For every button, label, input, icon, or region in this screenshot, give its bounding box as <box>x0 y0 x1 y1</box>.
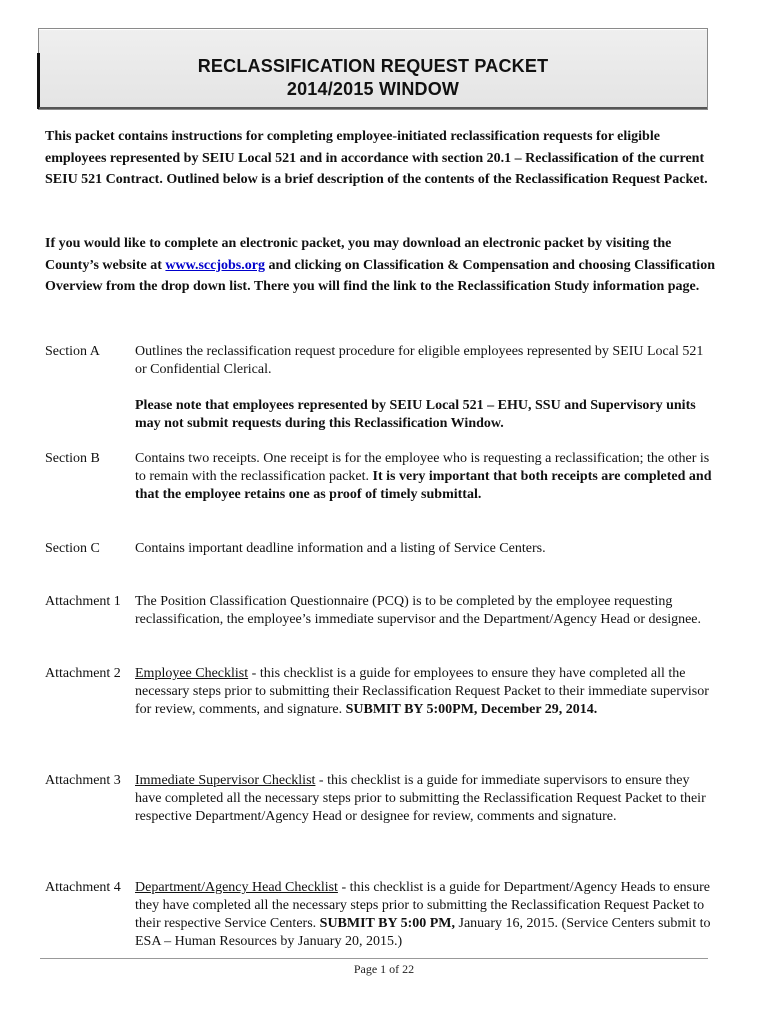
intro-p2-after: and clicking on Classification & Compensation and choosing Classification Overview from the drop down list. There you will find the link to the Reclassification Study information page. <box>45 257 715 294</box>
attachment-3-label: Attachment 3 <box>45 773 121 788</box>
document-subtitle: 2014/2015 WINDOW <box>286 79 460 99</box>
footer-rule <box>40 958 708 959</box>
page-number: Page 1 of 22 <box>353 962 415 976</box>
section-b-text <box>135 450 715 504</box>
attachment-3-body: - this checklist is a guide for immediate supervisors to ensure they have completed all the necessary steps prior to submitting the Reclassification Request Packet to their respective Department/Agency Head or designee for review, comments and signature. <box>135 773 706 824</box>
section-b-emphasis: It is very important that both receipts are completed and that the employee retains one as proof of timely submittal. <box>135 469 712 502</box>
attachment-4-label: Attachment 4 <box>45 880 121 895</box>
attachment-1-text: The Position Classification Questionnaire (PCQ) is to be completed by the employee requesting reclassification, the employee’s immediate supervisor and the Department/Agency Head or designee. <box>135 594 702 627</box>
section-a-label: Section A <box>45 344 100 359</box>
attachment-2-deadline: SUBMIT BY 5:00PM, December 29, 2014. <box>345 702 598 717</box>
intro-paragraph-2 <box>45 233 715 298</box>
attachment-4-deadline: SUBMIT BY 5:00 PM, <box>319 916 455 931</box>
section-a-text: Outlines the reclassification request procedure for eligible employees represented by SEIU Local 521 or Confidential Clerical. <box>135 344 704 377</box>
document-title: RECLASSIFICATION REQUEST PACKET <box>197 56 549 76</box>
sccjobs-link[interactable]: www.sccjobs.org <box>165 257 265 273</box>
section-a-note-text: Please note that employees represented by SEIU Local 521 – EHU, SSU and Supervisory units may not submit requests during this Reclassification Window. <box>135 398 696 431</box>
attachment-2-body: - this checklist is a guide for employees to ensure they have completed all the necessary steps prior to submitting their Reclassification Request Packet to their immediate supervisor for review, comments, and signature. <box>135 666 709 717</box>
section-c-label: Section C <box>45 541 100 556</box>
attachment-1-label: Attachment 1 <box>45 594 121 609</box>
employee-checklist-title: Employee Checklist <box>135 666 249 681</box>
dept-head-checklist-title: Department/Agency Head Checklist <box>135 880 338 895</box>
attachment-2-label: Attachment 2 <box>45 666 121 681</box>
intro-paragraph-1: This packet contains instructions for completing employee-initiated reclassification requests for eligible employees represented by SEIU Local 521 and in accordance with section 20.1 – Reclassification of the current SEIU 521 Contract. Outlined below is a brief description of the contents of the Reclassification Request Packet. <box>45 129 708 187</box>
section-b-body: Contains two receipts. One receipt is for the employee who is requesting a reclassification; the other is to remain with the reclassification packet. <box>135 451 710 484</box>
attachment-4-after: January 16, 2015. (Service Centers submit to ESA – Human Resources by January 20, 2015.) <box>135 916 711 949</box>
title-bottom-rule <box>39 107 707 109</box>
attachment-4-body: - this checklist is a guide for Department/Agency Heads to ensure they have completed all the necessary steps prior to submitting the Reclassification Request Packet to their respective Service Centers. <box>135 880 710 931</box>
attachment-2-text <box>135 665 715 719</box>
title-box <box>38 28 708 110</box>
intro-p2-before: If you would like to complete an electronic packet, you may download an electronic packet by visiting the County’s website at <box>45 236 672 273</box>
attachment-3-text <box>135 772 715 826</box>
supervisor-checklist-title: Immediate Supervisor Checklist <box>135 773 316 788</box>
section-b-label: Section B <box>45 451 100 466</box>
attachment-4-text <box>135 879 715 951</box>
section-c-text: Contains important deadline information and a listing of Service Centers. <box>135 541 546 556</box>
